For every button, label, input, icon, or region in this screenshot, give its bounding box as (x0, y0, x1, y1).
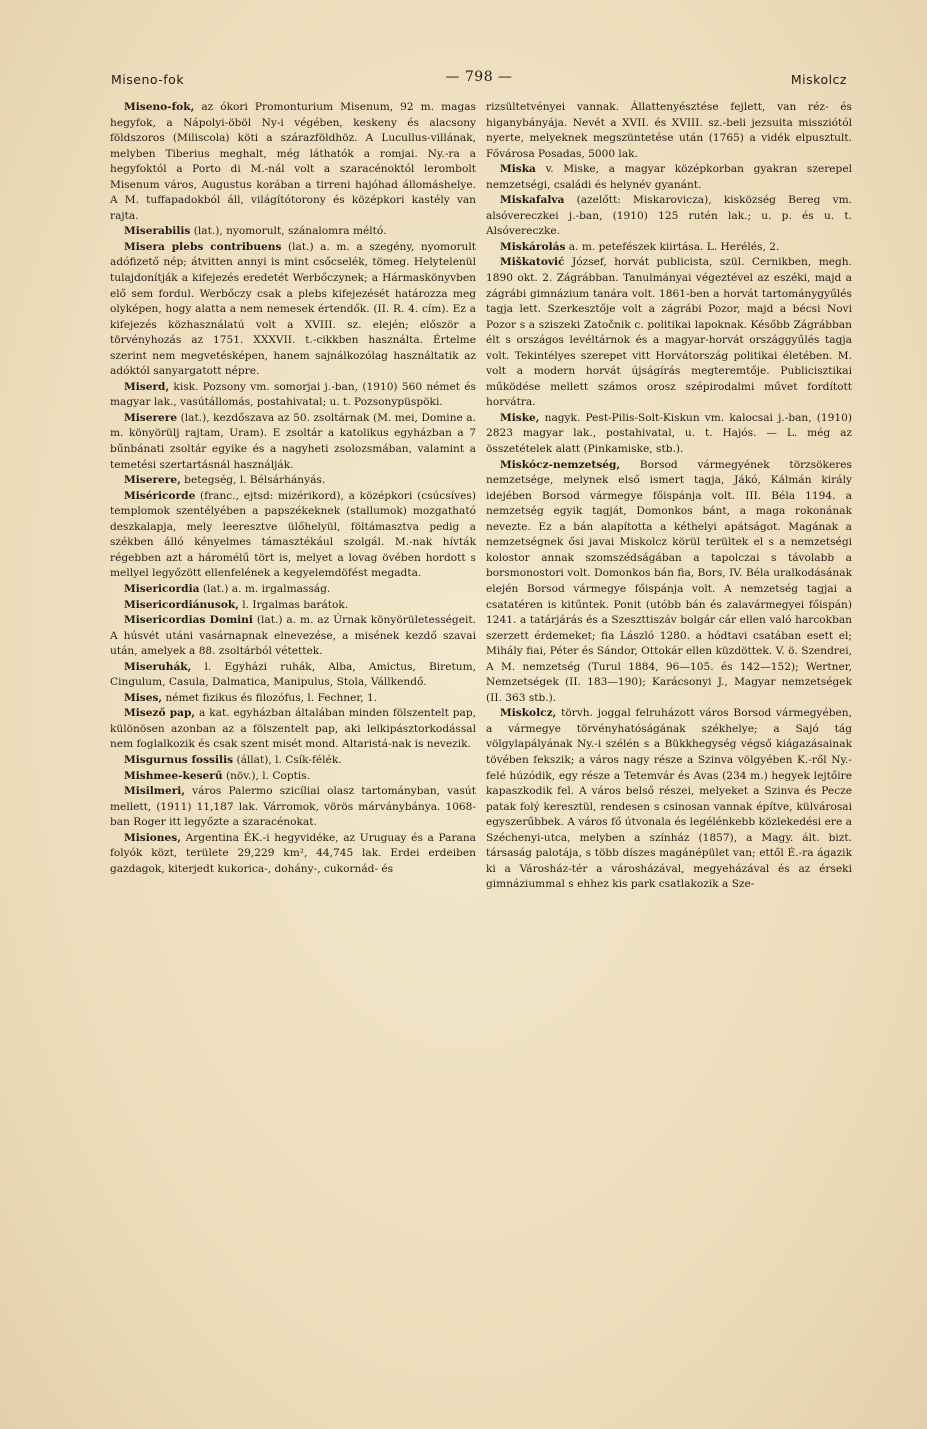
entry-headword: Misező pap, (124, 707, 196, 720)
entry-text: József, horvát publicista, szül. Cernikben, megh. 1890 okt. 2. Zágrábban. Tanulmányai végeztével az eszéki, majd a zágrábi gimnázium tanára volt. 1861-ben a horvát tartománygyűlés tagja lett. Szerkesztője volt a zágrábi Pozor, majd a bécsi Novi Pozor s a sziszeki Zatočnik c. politikai lapoknak. Később Zágrábban élt s országos levéltárnok és a magyar-horvát országgyűlés tagja volt. Tekintélyes szerepet vitt Horvátország politikai életében. M. volt a modern horvát újságírás megteremtője. Publicisztikai működése mellett számos orosz szépirodalmi művet fordított horvátra. (486, 256, 852, 409)
entry-text: rizsültetvényei vannak. Állattenyésztése fejlett, van réz- és higanybányája. Nevét a XVII. és XVIII. sz.-beli jezsuita missziótól nyerte, melyeknek megszüntetése után (1765) a vidék elpusztult. Fővárosa Posadas, 5000 lak. (486, 101, 852, 160)
dictionary-entry (110, 613, 476, 660)
entry-text: Argentina ÉK.-i hegyvidéke, az Uruguay és a Parana folyók közt, területe 29,229 km², 44,745 lak. Erdei erdeiben gazdagok, kiterjedt kukorica-, dohány-, cukornád- és (110, 831, 476, 875)
right-column (486, 100, 852, 893)
entry-headword: Miserabilis (124, 225, 191, 238)
entry-text: (állat), l. Csík-félék. (236, 753, 342, 766)
entry-text: (lat.) a. m. a szegény, nyomorult adófizető nép; átvitten annyi is mint csőcselék, tömeg. Helytelenül tulajdonítják a kifejezés eredetét Werbőczynek; a Hármaskönyvben elő sem fordul. Werbőczy csak a plebs kifejezését határozza meg olyképen, hogy alatta a nem nemesek értendők. (II. R. 4. cím). Ez a kifejezés közhasználatú volt a XVIII. sz. elején; először a törvényhozás az 1751. XXXVII. t.-cikkben használta. Értelme szerint nem megvetésképen, hanem sajnálkozólag használtatik az adóktól sanyargatott népre. (110, 240, 476, 378)
entry-text: l. Irgalmas barátok. (242, 598, 349, 611)
entry-headword: Misericordia (124, 582, 200, 595)
entry-text: (azelőtt: Miskarovicza), kisközség Bereg vm. alsóvereczkei j.-ban, (1910) 125 rutén lak.; u. p. és u. t. Alsóvereczke. (486, 194, 852, 238)
entry-headword: Mishmee-keserű (124, 769, 223, 782)
entry-headword: Miskolcz, (500, 707, 557, 720)
entry-text: Borsod vármegyének törzsökeres nemzetsége, melynek első ismert tagja, Jákó, Kálmán király idejében Borsod vármegye főispánja volt. III. Béla 1194. a nemzetség egyik tagját, Domonkos bánt, a maga rokonának nevezte. Ez a bán alapította a kéthelyi apátságot. Magának a nemzetségnek ősi javai Miskolcz körül terültek el s a nemzetségi kolostor annak szomszédságában a tapolczai s távolabb a borsmonostori volt. Domonkos bán fia, Bors, IV. Béla uralkodásának elején Borsod vármegye főispánja volt. A nemzetség tagjai a csatatéren is kitűntek. Ponit (utóbb bán és zalavármegyei főispán) 1241. a tatárjárás és a Szeszttiszáv bolgár cár ellen való harcokban szerzett érdemeket; fia László 1280. a hódtavi csatában esett el; Mihály fiai, Péter és Sándor, Ottokár ellen küzdöttek. V. ö. Szendrei, A M. nemzetség (Turul 1884, 96—105. és 142—152); Wertner, Nemzetségek (II. 183—190); Karácsonyi J., Magyar nemzetségek (II. 363 stb.). (486, 458, 852, 704)
entry-text: a. m. petefészek kiirtása. L. Herélés, 2. (568, 240, 780, 253)
dictionary-entry (110, 100, 476, 224)
entry-text: (lat.), nyomorult, szánalomra méltó. (193, 225, 387, 238)
dictionary-entry (110, 784, 476, 831)
dictionary-entry (486, 411, 852, 458)
entry-headword: Miserere, (124, 474, 181, 487)
entry-text: város Palermo szicíliai olasz tartományban, vasút mellett, (1911) 11,187 lak. Várromok, vörös márványbánya. 1068-ban Roger itt legyőzte a szaracénokat. (110, 785, 476, 829)
entry-headword: Misiones, (124, 831, 181, 844)
dictionary-entry (110, 411, 476, 473)
entry-headword: Miseno-fok, (124, 101, 195, 113)
entry-headword: Miska (500, 163, 536, 176)
entry-text: német fizikus és filozófus, l. Fechner, 1. (165, 691, 378, 704)
page-number: — 798 — (445, 69, 513, 85)
entry-headword: Misericordiánusok, (124, 598, 239, 611)
entry-text: (lat.) a. m. irgalmasság. (202, 582, 331, 595)
dictionary-entry (110, 380, 476, 411)
entry-headword: Miskafalva (500, 194, 565, 207)
entry-headword: Misgurnus fossilis (124, 753, 234, 766)
entry-headword: Misericordias Domini (124, 614, 253, 627)
dictionary-entry (110, 706, 476, 753)
entry-text: a kat. egyházban általában minden fölszentelt pap, különösen azonban az a fölszentelt pap, aki lelkipásztorkodással nem foglalkozik és csak szent misét mond. Altaristá-nak is nevezik. (110, 707, 476, 751)
entry-text: v. Miske, a magyar középkorban gyakran szerepel nemzetségi, családi és helynév gyanánt. (486, 163, 852, 191)
entry-text: (növ.), l. Coptis. (225, 769, 311, 782)
running-head-right: Miskolcz (790, 72, 847, 87)
dictionary-entry (110, 831, 476, 878)
running-head-left: Miseno-fok (111, 72, 185, 87)
entry-headword: Miske, (500, 411, 540, 424)
left-column (110, 100, 476, 877)
dictionary-entry (486, 255, 852, 410)
entry-headword: Miseruhák, (124, 660, 192, 673)
dictionary-entry (110, 691, 476, 707)
dictionary-entry (486, 162, 852, 193)
entry-headword: Miškatović (500, 256, 565, 269)
entry-headword: Misera plebs contribuens (124, 240, 282, 253)
dictionary-entry (110, 489, 476, 582)
entry-text: (franc., ejtsd: mizérikord), a középkori (csúcsíves) templomok szentélyében a papszékeknek (stallumok) mozgatható deszkalapja, mely leeresztve ülőhelyül, föltámasztva pedig a székben álló kényelmes támasztékául szolgál. M.-nak hívták régebben azt a háromélű tört is, melyet a lovag övében hordott s mellyel legyőzött ellenfelének a kegyelemdöfést megadta. (110, 489, 476, 580)
dictionary-entry (110, 598, 476, 614)
entry-headword: Mises, (124, 691, 163, 704)
dictionary-entry (110, 753, 476, 769)
page-header (111, 69, 847, 92)
entry-text: (lat.), kezdőszava az 50. zsoltárnak (M. mei, Domine a. m. könyörülj rajtam, Uram). E zsoltár a katolikus egyházban a 7 bűnbánati zsoltár egyike és a nagyheti zsolozsmában, valamint a temetési szertartásnál használják. (110, 411, 476, 471)
entry-text: (lat.) a. m. az Úrnak könyörületességeit. A húsvét utáni vasárnapnak elnevezése, a misének kezdő szavai után, amelyek a 88. zsoltárból vétettek. (110, 614, 476, 658)
entry-headword: Miserd, (124, 380, 170, 393)
dictionary-entry (486, 458, 852, 707)
entry-headword: Miserere (124, 411, 178, 424)
dictionary-entry (486, 240, 852, 256)
entry-text: törvh. joggal felruházott város Borsod vármegyében, a vármegye törvényhatóságának székhelye; a Sajó tág völgylapályának Ny.-i szélén s a Bükkhegység végső kiágazásainak tövében fekszik; a város nagy része a Szinva völgyében K.-ről Ny.-felé húzódik, egy része a Tetemvár és Avas (234 m.) hegyek lejtőire kapaszkodik fel. A város belső részei, melyeket a Szinva és Pecze patak folý keresztül, rendesen s csinosan vannak építve, külvárosai egyszerűbbek. A város fő útvonala és legélénkebb közlekedési ere a Széchenyi-utca, melyben a színház (1857), a Magy. ált. bizt. társaság palotája, s több díszes magánépület van; ettől É.-ra ágazik ki a Városház-tér a városházával, megyeházával és az érseki gimnáziummal s ehhez kis park csatlakozik a Sze- (486, 707, 852, 891)
dictionary-entry (486, 706, 852, 893)
dictionary-entry (110, 240, 476, 380)
dictionary-entry (110, 769, 476, 785)
entry-text: az ókori Promonturium Misenum, 92 m. magas hegyfok, a Nápolyi-öböl Ny-i végében, keskeny és alacsony földszoros (Miliscola) köti a szárazföldhöz. A Lucullus-villának, melyben Tiberius meghalt, még láthatók a romjai. Ny.-ra a hegyfoktól a Porto di M.-nál volt a szaracénoktól lerombolt Misenum város, Augustus korában a tirreni hajóhad állomáshelye. A M. tuffapadokból áll, világítótorony és középkori kastély van rajta. (110, 101, 476, 222)
entry-headword: Miskócz-nemzetség, (500, 458, 621, 471)
entry-text: nagyk. Pest-Pilis-Solt-Kiskun vm. kalocsai j.-ban, (1910) 2823 magyar lak., postahivatal, u. t. Hajós. — L. még az összetételek alatt (Pinkamiske, stb.). (486, 411, 852, 456)
entry-text: kisk. Pozsony vm. somorjai j.-ban, (1910) 560 német és magyar lak., vasútállomás, postahivatal; u. t. Pozsonypüspöki. (110, 380, 476, 409)
dictionary-entry (110, 582, 476, 598)
dictionary-entry (486, 100, 852, 162)
dictionary-entry (486, 193, 852, 240)
dictionary-entry (110, 473, 476, 489)
entry-text: l. Egyházi ruhák, Alba, Amictus, Biretum, Cingulum, Casula, Dalmatica, Manipulus, Stola, Vállkendő. (110, 660, 476, 689)
entry-headword: Miséricorde (124, 489, 196, 502)
dictionary-entry (110, 660, 476, 691)
entry-headword: Miskárolás (500, 240, 566, 253)
entry-text: betegség, l. Bélsárhányás. (184, 474, 326, 487)
entry-headword: Misilmeri, (124, 785, 186, 798)
dictionary-entry (110, 224, 476, 240)
